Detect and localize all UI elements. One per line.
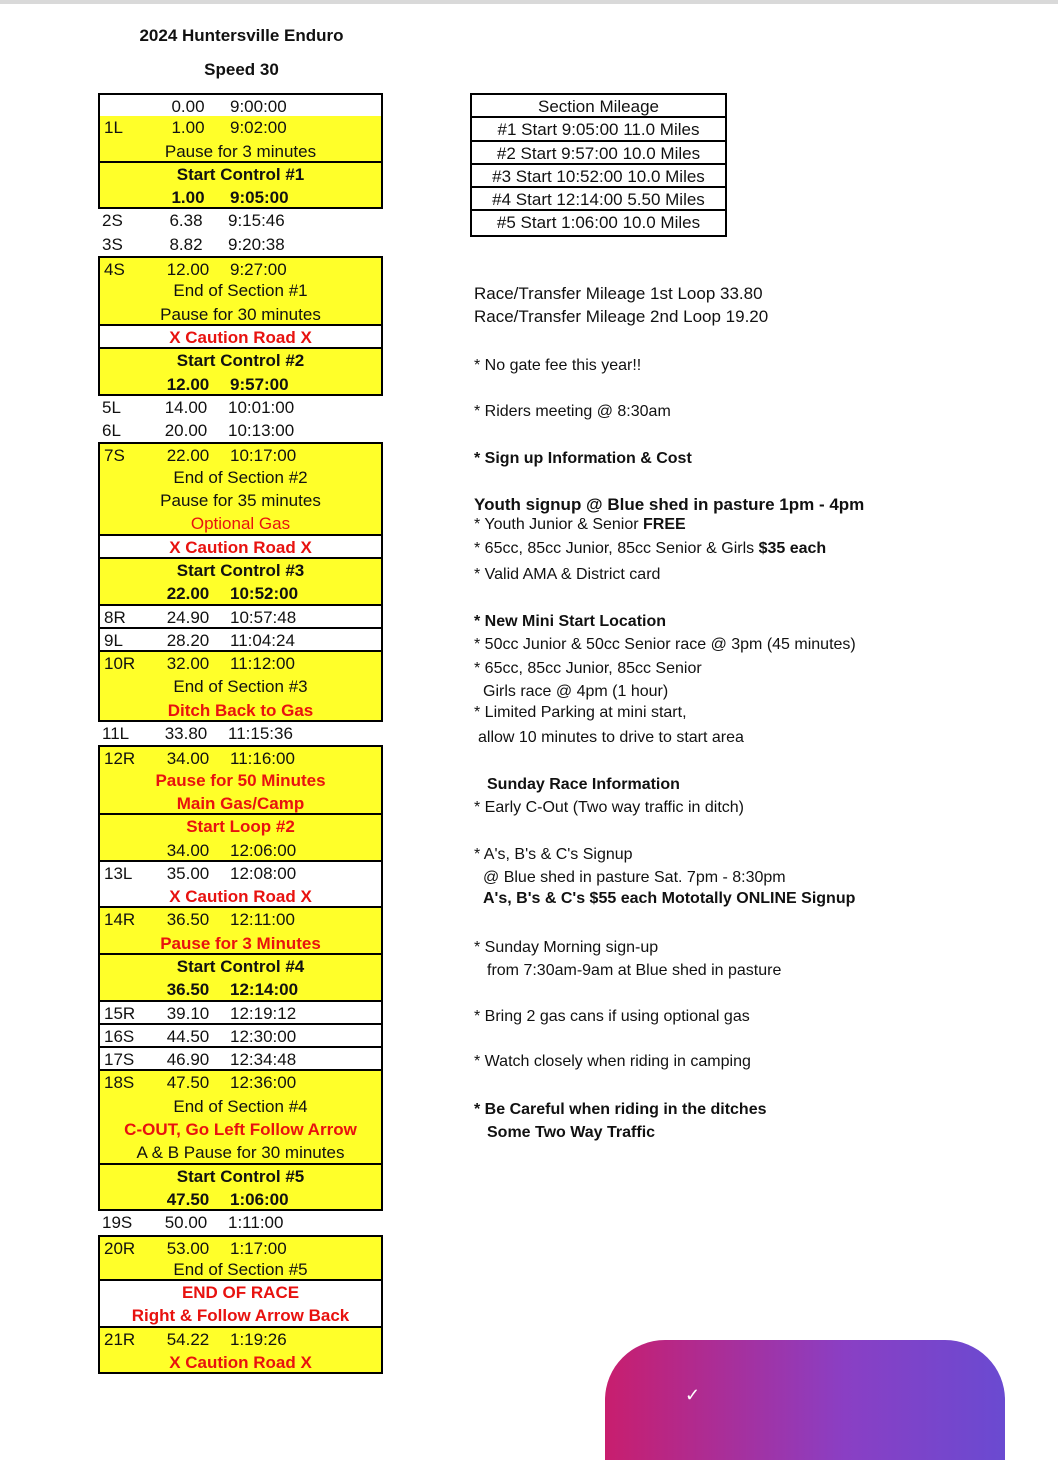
schedule-row <box>98 140 383 163</box>
abc-signup-cost: A's, B's & C's $55 each Mototally ONLINE Signup <box>483 890 856 907</box>
schedule-row <box>98 303 383 326</box>
checkpoint-time: 1:11:00 <box>228 1213 284 1233</box>
schedule-row <box>98 512 383 535</box>
checkpoint-time: 10:52:00 <box>230 584 299 604</box>
gate-fee-note: * No gate fee this year!! <box>474 357 642 374</box>
checkpoint-mileage: 12.00 <box>166 374 210 394</box>
schedule-row <box>98 792 383 815</box>
schedule-row <box>98 582 383 605</box>
schedule-row-text: Optional Gas <box>190 514 291 534</box>
checkpoint-code: 14R <box>104 910 136 930</box>
checkpoint-mileage: 8.82 <box>169 234 203 254</box>
schedule-row <box>98 1258 383 1281</box>
checkpoint-code: 4S <box>104 260 125 280</box>
schedule-row <box>98 396 383 419</box>
checkpoint-code: 8R <box>104 607 126 627</box>
checkpoint-mileage: 0.00 <box>171 97 205 116</box>
checkpoint-mileage: 54.22 <box>166 1329 210 1349</box>
schedule-row <box>98 908 383 931</box>
checkpoint-mileage: 47.50 <box>166 1073 210 1093</box>
schedule-row <box>98 116 383 139</box>
checkpoint-code: 3S <box>102 234 123 254</box>
checkpoint-mileage: 47.50 <box>166 1189 210 1209</box>
mini-note: * 65cc, 85cc Junior, 85cc Senior <box>474 660 702 677</box>
schedule-row-text: Pause for 50 Minutes <box>155 770 326 790</box>
checkmark-icon: ✓ <box>685 1385 701 1405</box>
schedule-row-text: X Caution Road X <box>169 537 312 557</box>
section-mileage-row: #2 Start 9:57:00 10.0 Miles <box>472 142 725 165</box>
section-mileage-row: #3 Start 10:52:00 10.0 Miles <box>472 165 725 188</box>
schedule-row-text: End of Section #2 <box>173 467 308 487</box>
schedule-row <box>98 1095 383 1118</box>
checkpoint-mileage: 36.50 <box>166 910 210 930</box>
checkpoint-time: 12:30:00 <box>230 1026 297 1046</box>
checkpoint-time: 9:15:46 <box>228 211 285 231</box>
checkpoint-time: 12:14:00 <box>230 980 299 1000</box>
checkpoint-time: 1:06:00 <box>230 1189 289 1209</box>
schedule-row <box>98 536 383 559</box>
schedule-row-text: X Caution Road X <box>169 887 312 907</box>
mini-note: * Limited Parking at mini start, <box>474 704 687 721</box>
sunday-note: * Early C-Out (Two way traffic in ditch) <box>474 799 744 816</box>
schedule-row-text: X Caution Road X <box>169 327 312 347</box>
top-border <box>0 0 1058 4</box>
mini-start-heading: * New Mini Start Location <box>474 613 667 630</box>
checkpoint-code: 1L <box>104 118 123 138</box>
schedule-row <box>98 675 383 698</box>
checkpoint-code: 20R <box>104 1238 136 1258</box>
schedule-row <box>98 1071 383 1094</box>
checkpoint-mileage: 1.00 <box>171 188 205 208</box>
schedule-row <box>98 209 383 232</box>
schedule-row-text: Start Control #2 <box>176 351 305 371</box>
checkpoint-time: 9:20:38 <box>228 234 285 254</box>
checkpoint-time: 9:27:00 <box>230 260 287 280</box>
checkpoint-time: 12:34:48 <box>230 1050 297 1070</box>
checkpoint-time: 9:02:00 <box>230 118 287 138</box>
ama-card-note: * Valid AMA & District card <box>474 566 661 583</box>
checkpoint-mileage: 22.00 <box>166 446 210 466</box>
checkpoint-time: 10:13:00 <box>228 421 295 441</box>
schedule-row <box>98 1304 383 1327</box>
checkpoint-code: 17S <box>104 1050 135 1070</box>
schedule-row-text: C-OUT, Go Left Follow Arrow <box>124 1120 357 1140</box>
schedule-row <box>98 652 383 675</box>
page-title: 2024 Huntersville Enduro <box>139 26 344 45</box>
youth-free-value: FREE <box>643 516 686 533</box>
schedule-row-text: Pause for 3 minutes <box>164 141 317 161</box>
schedule-row-text: Pause for 30 minutes <box>160 304 321 324</box>
checkpoint-time: 12:36:00 <box>230 1073 297 1093</box>
checkpoint-code: 11L <box>102 724 130 744</box>
section-mileage-table <box>470 93 727 237</box>
checkpoint-code: 18S <box>104 1073 135 1093</box>
schedule-row <box>98 1328 383 1351</box>
checkpoint-mileage: 6.38 <box>169 211 203 231</box>
youth-cost-value: $35 each <box>758 540 827 557</box>
morning-signup-note: * Sunday Morning sign-up <box>474 939 659 956</box>
checkpoint-code: 16S <box>104 1026 135 1046</box>
checkpoint-mileage: 46.90 <box>166 1050 210 1070</box>
checkpoint-code: 2S <box>102 211 123 231</box>
schedule-row <box>98 1235 383 1258</box>
floating-action-button[interactable] <box>605 1340 1005 1460</box>
abc-signup-note: @ Blue shed in pasture Sat. 7pm - 8:30pm <box>483 869 786 886</box>
checkpoint-time: 10:17:00 <box>230 446 297 466</box>
loop2-mileage: Race/Transfer Mileage 2nd Loop 19.20 <box>474 307 769 326</box>
loop1-mileage: Race/Transfer Mileage 1st Loop 33.80 <box>474 284 763 303</box>
schedule-row <box>98 862 383 885</box>
checkpoint-time: 12:08:00 <box>230 863 297 883</box>
schedule-row <box>98 1211 383 1234</box>
checkpoint-mileage: 53.00 <box>166 1238 210 1258</box>
schedule-row <box>98 978 383 1001</box>
checkpoint-time: 11:15:36 <box>228 724 293 744</box>
youth-cost-note <box>474 539 826 559</box>
checkpoint-time: 1:17:00 <box>230 1238 287 1258</box>
schedule-row-text: Start Control #3 <box>176 560 305 580</box>
schedule-row <box>98 722 383 745</box>
checkpoint-time: 9:05:00 <box>230 188 289 208</box>
checkpoint-code: 19S <box>102 1213 133 1233</box>
schedule-row <box>98 699 383 722</box>
schedule-row <box>98 1141 383 1164</box>
morning-signup-note: from 7:30am-9am at Blue shed in pasture <box>487 962 782 979</box>
signup-heading: * Sign up Information & Cost <box>474 450 692 467</box>
checkpoint-mileage: 44.50 <box>166 1026 210 1046</box>
sunday-heading: Sunday Race Information <box>487 776 680 793</box>
schedule-row <box>98 955 383 978</box>
schedule-row <box>98 1002 383 1025</box>
mini-note: * 50cc Junior & 50cc Senior race @ 3pm (45 minutes) <box>474 636 856 653</box>
checkpoint-mileage: 32.00 <box>166 654 210 674</box>
schedule-row <box>98 1118 383 1141</box>
schedule-row <box>98 373 383 396</box>
schedule-row <box>98 349 383 372</box>
checkpoint-time: 1:19:26 <box>230 1329 287 1349</box>
section-mileage-row: #1 Start 9:05:00 11.0 Miles <box>472 118 725 141</box>
checkpoint-mileage: 24.90 <box>166 607 210 627</box>
schedule-row <box>98 489 383 512</box>
schedule-row <box>98 442 383 465</box>
checkpoint-code: 13L <box>104 863 133 883</box>
checkpoint-time: 11:16:00 <box>230 749 295 769</box>
youth-free-text: * Youth Junior & Senior <box>474 516 644 533</box>
checkpoint-code: 5L <box>102 397 121 417</box>
checkpoint-time: 9:00:00 <box>230 97 287 116</box>
schedule-row-text: Start Control #1 <box>176 164 305 184</box>
schedule-row-text: Pause for 35 minutes <box>160 491 321 511</box>
schedule-row <box>98 629 383 652</box>
checkpoint-code: 6L <box>102 421 121 441</box>
schedule-row-text: Main Gas/Camp <box>176 793 305 813</box>
youth-free-note <box>474 515 686 535</box>
schedule-row-text: End of Section #4 <box>173 1096 308 1116</box>
checkpoint-mileage: 39.10 <box>166 1003 210 1023</box>
checkpoint-mileage: 33.80 <box>164 724 208 744</box>
youth-cost-text: * 65cc, 85cc Junior, 85cc Senior & Girls <box>474 540 759 557</box>
schedule-row <box>98 186 383 209</box>
schedule-row <box>98 815 383 838</box>
ditch-caution-note: * Be Careful when riding in the ditches <box>474 1101 767 1118</box>
schedule-row <box>98 233 383 256</box>
checkpoint-code: 9L <box>104 630 123 650</box>
schedule-row-text: End of Section #1 <box>173 281 308 301</box>
riders-meeting-note: * Riders meeting @ 8:30am <box>474 403 671 420</box>
checkpoint-time: 9:57:00 <box>230 374 289 394</box>
checkpoint-mileage: 28.20 <box>166 630 210 650</box>
schedule-row <box>98 466 383 489</box>
section-mileage-title: Section Mileage <box>472 95 725 118</box>
abc-signup-note: * A's, B's & C's Signup <box>474 846 633 863</box>
schedule-row <box>98 256 383 279</box>
checkpoint-time: 10:01:00 <box>228 397 295 417</box>
schedule-row-text: Start Control #5 <box>176 1166 305 1186</box>
schedule-row <box>98 93 383 116</box>
section-mileage-row: #4 Start 12:14:00 5.50 Miles <box>472 188 725 211</box>
schedule-row-text: A & B Pause for 30 minutes <box>136 1143 345 1163</box>
schedule-row-text: End of Section #5 <box>173 1259 308 1279</box>
camping-note: * Watch closely when riding in camping <box>474 1053 751 1070</box>
schedule-row <box>98 1188 383 1211</box>
mini-note: Girls race @ 4pm (1 hour) <box>483 683 669 700</box>
checkpoint-time: 12:19:12 <box>230 1003 297 1023</box>
schedule-row <box>98 1048 383 1071</box>
schedule-row <box>98 1281 383 1304</box>
schedule-row-text: End of Section #3 <box>173 677 308 697</box>
checkpoint-mileage: 36.50 <box>166 980 210 1000</box>
gas-cans-note: * Bring 2 gas cans if using optional gas <box>474 1008 750 1025</box>
schedule-row <box>98 1025 383 1048</box>
checkpoint-mileage: 14.00 <box>164 397 208 417</box>
schedule-row <box>98 163 383 186</box>
checkpoint-code: 21R <box>104 1329 136 1349</box>
checkpoint-mileage: 34.00 <box>166 840 210 860</box>
schedule-row-text: Right & Follow Arrow Back <box>131 1306 350 1326</box>
schedule-row <box>98 419 383 442</box>
schedule-row-text: Ditch Back to Gas <box>167 700 314 720</box>
checkpoint-mileage: 1.00 <box>171 118 205 138</box>
schedule-row <box>98 559 383 582</box>
checkpoint-time: 12:06:00 <box>230 840 297 860</box>
schedule-row-text: Pause for 3 Minutes <box>160 933 321 953</box>
schedule-table <box>98 93 383 1374</box>
schedule-row <box>98 1165 383 1188</box>
page-subtitle: Speed 30 <box>204 60 279 79</box>
youth-signup-heading: Youth signup @ Blue shed in pasture 1pm - 4pm <box>474 495 865 514</box>
schedule-row <box>98 839 383 862</box>
checkpoint-time: 10:57:48 <box>230 607 297 627</box>
checkpoint-time: 11:04:24 <box>230 630 295 650</box>
mini-note: allow 10 minutes to drive to start area <box>478 729 744 746</box>
schedule-row <box>98 769 383 792</box>
checkpoint-mileage: 22.00 <box>166 584 210 604</box>
schedule-row <box>98 932 383 955</box>
checkpoint-mileage: 20.00 <box>164 421 208 441</box>
schedule-row <box>98 606 383 629</box>
checkpoint-time: 11:12:00 <box>230 654 295 674</box>
checkpoint-code: 12R <box>104 749 136 769</box>
ditch-caution-note: Some Two Way Traffic <box>487 1124 656 1141</box>
section-mileage-row: #5 Start 1:06:00 10.0 Miles <box>496 213 701 233</box>
schedule-row-text: X Caution Road X <box>169 1353 312 1373</box>
schedule-row-text: END OF RACE <box>181 1283 300 1303</box>
checkpoint-mileage: 35.00 <box>166 863 210 883</box>
checkpoint-time: 12:11:00 <box>230 910 295 930</box>
schedule-row <box>98 279 383 302</box>
schedule-row-text: Start Loop #2 <box>186 817 295 837</box>
schedule-row <box>98 885 383 908</box>
checkpoint-mileage: 34.00 <box>166 749 210 769</box>
checkpoint-mileage: 50.00 <box>164 1213 208 1233</box>
checkpoint-code: 10R <box>104 654 136 674</box>
schedule-row <box>98 326 383 349</box>
schedule-row <box>98 745 383 768</box>
checkpoint-code: 15R <box>104 1003 136 1023</box>
schedule-row-text: Start Control #4 <box>176 956 305 976</box>
schedule-row <box>98 1351 383 1374</box>
checkpoint-code: 7S <box>104 446 125 466</box>
checkpoint-mileage: 12.00 <box>166 260 210 280</box>
